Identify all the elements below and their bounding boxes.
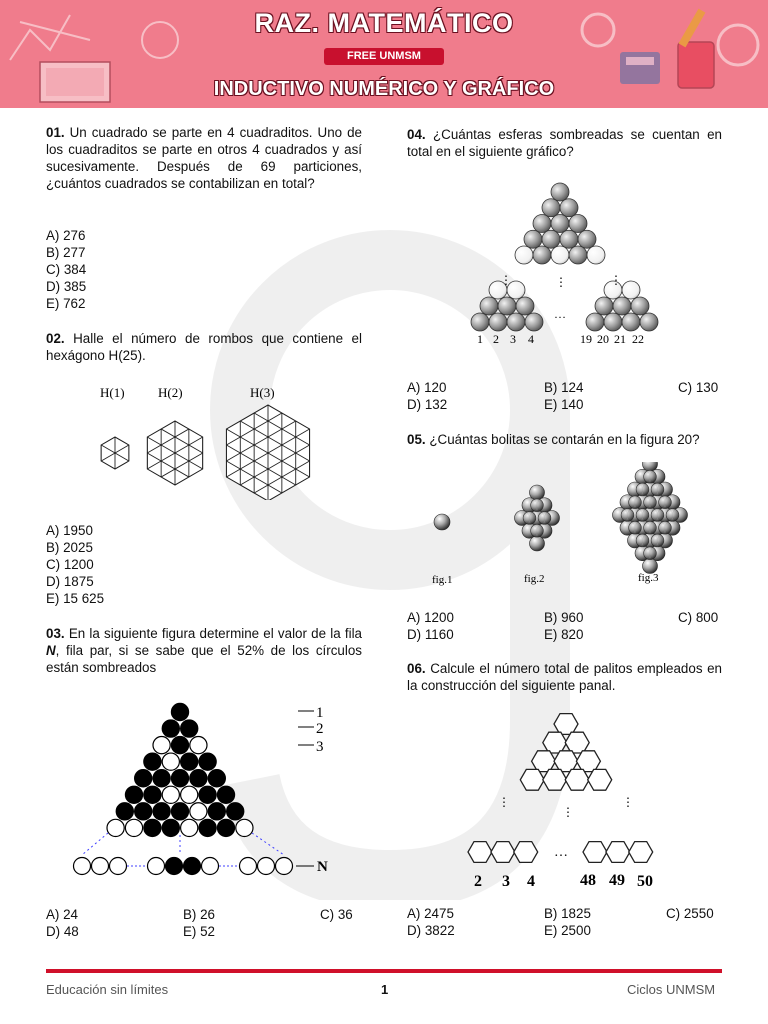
options-05: [407, 609, 722, 643]
variable-n: N: [46, 643, 56, 658]
option-c[interactable]: C) 800: [678, 610, 719, 625]
row-n-circle: [166, 858, 183, 875]
option-a[interactable]: A) 276: [46, 228, 86, 243]
base-label: 22: [632, 332, 644, 346]
honeycomb-cell: [565, 732, 589, 753]
sphere: [578, 230, 596, 248]
triangle-circle: [181, 753, 198, 770]
ball: [636, 509, 649, 522]
question-04: [407, 126, 722, 160]
triangle-circle: [171, 737, 188, 754]
sphere: [595, 297, 613, 315]
ball: [530, 485, 545, 500]
sphere: [498, 297, 516, 315]
question-number: 04.: [407, 127, 426, 142]
triangle-circle: [135, 770, 152, 787]
question-text: Calcule el número total de palitos empleados en la construcción del siguiente panal.: [407, 661, 722, 693]
option-b[interactable]: B) 960: [544, 610, 584, 625]
question-number: 03.: [46, 626, 65, 641]
sphere: [525, 313, 543, 331]
triangle-circle: [199, 753, 216, 770]
triangle-circle: [153, 803, 170, 820]
sphere-triangle: [515, 183, 605, 264]
page-number: 1: [381, 982, 389, 997]
question-number: 01.: [46, 125, 65, 140]
row-n-circle: [110, 858, 127, 875]
option-a[interactable]: A) 120: [407, 380, 447, 395]
option-b[interactable]: B) 277: [46, 245, 86, 260]
triangle-circle: [199, 819, 216, 836]
options-01: [46, 227, 86, 312]
option-b[interactable]: B) 124: [544, 380, 584, 395]
ellipsis-left: ⋮: [500, 273, 512, 287]
row-label-1: 1: [316, 705, 324, 721]
honeycomb-cell: [565, 769, 589, 790]
triangle-circle: [171, 770, 188, 787]
option-a[interactable]: A) 24: [46, 907, 79, 922]
ball-figures: [420, 462, 710, 592]
triangle-circle: [162, 786, 179, 803]
question-text: Halle el número de rombos que contiene el hexágono H(25).: [46, 331, 362, 363]
base-label: 20: [597, 332, 609, 346]
triangle-circle: [162, 753, 179, 770]
honeycomb-cell: [606, 842, 630, 863]
row-label-2: 2: [316, 721, 324, 737]
ellipsis-center: ⋮: [555, 275, 567, 289]
base-label-4: 4: [527, 873, 535, 890]
row-label-3: 3: [316, 739, 324, 755]
hexagon-h2: [128, 410, 222, 496]
sphere: [480, 297, 498, 315]
ellipsis-middle: …: [554, 845, 568, 860]
question-01: [46, 124, 362, 192]
free-unmsm-badge: FREE UNMSM: [324, 48, 444, 65]
option-b[interactable]: B) 1825: [544, 906, 591, 921]
sphere: [551, 246, 569, 264]
question-number: 06.: [407, 661, 426, 676]
triangle-circle: [125, 786, 142, 803]
row-n-circle: [276, 858, 293, 875]
option-e[interactable]: E) 52: [183, 924, 216, 939]
ball: [621, 509, 634, 522]
triangle-circle: [171, 803, 188, 820]
honeycomb-cells: [468, 714, 653, 863]
honeycomb-cell: [514, 842, 538, 863]
question-text: Un cuadrado se parte en 4 cuadraditos. Uno de los cuadraditos se parte en otros 4 cuadrados y así sucesivamente. Después de 69 particiones, ¿cuántos cuadrados se contabilizan en total?: [46, 125, 362, 191]
triangle-circle: [181, 786, 198, 803]
base-label: 3: [510, 332, 516, 346]
row-n-circle: [184, 858, 201, 875]
honeycomb-cell: [554, 751, 578, 772]
sphere: [622, 313, 640, 331]
h3-label: H(3): [250, 385, 275, 400]
option-b[interactable]: B) 2025: [46, 540, 93, 555]
option-b[interactable]: B) 26: [183, 907, 216, 922]
ball: [629, 521, 642, 534]
question-02: [46, 330, 362, 364]
ball: [659, 521, 672, 534]
ball: [531, 499, 544, 512]
ellipsis-center: ⋮: [562, 805, 574, 819]
sphere: [542, 199, 560, 217]
row-n-circle: [92, 858, 109, 875]
sphere: [542, 230, 560, 248]
ellipsis-left: ⋮: [498, 795, 510, 809]
honeycomb-figure: [458, 706, 668, 896]
triangle-circle: [217, 786, 234, 803]
triangle-circle: [190, 770, 207, 787]
fig1-label: fig.1: [432, 574, 453, 586]
option-e[interactable]: E) 15 625: [46, 591, 105, 606]
sphere: [551, 215, 569, 233]
row-n-circle: [258, 858, 275, 875]
footer-divider: [46, 969, 722, 973]
question-text: ¿Cuántas bolitas se contarán en la figura 20?: [429, 432, 700, 447]
sphere: [569, 246, 587, 264]
triangle-circle: [144, 819, 161, 836]
triangle-circle: [162, 819, 179, 836]
sphere: [622, 281, 640, 299]
question-05: [407, 431, 722, 448]
sphere: [489, 313, 507, 331]
sphere: [507, 313, 525, 331]
honeycomb-cell: [532, 751, 556, 772]
ball: [644, 470, 657, 483]
triangle-circle: [208, 770, 225, 787]
honeycomb-cell: [491, 842, 515, 863]
fig2-label: fig.2: [524, 573, 545, 585]
option-e[interactable]: E) 820: [544, 627, 584, 642]
option-c[interactable]: C) 36: [320, 907, 353, 922]
option-c[interactable]: C) 1200: [46, 557, 94, 572]
option-a[interactable]: A) 1950: [46, 523, 93, 538]
ball: [434, 514, 450, 530]
sphere: [613, 297, 631, 315]
option-c[interactable]: C) 130: [678, 380, 719, 395]
honeycomb-cell: [554, 714, 578, 735]
triangle-circle: [162, 720, 179, 737]
sphere: [516, 297, 534, 315]
triangle-circle: [153, 770, 170, 787]
ball: [644, 521, 657, 534]
base-label: 4: [528, 332, 534, 346]
h2-label: H(2): [158, 385, 183, 400]
triangle-circle: [125, 819, 142, 836]
sphere: [533, 215, 551, 233]
ball: [644, 547, 657, 560]
ball: [629, 496, 642, 509]
row-n-circle: [202, 858, 219, 875]
ball: [666, 509, 679, 522]
base-label-49: 49: [609, 872, 625, 889]
ball: [651, 534, 664, 547]
h1-label: H(1): [100, 385, 125, 400]
footer-right: Ciclos UNMSM: [627, 982, 716, 997]
base-label-3: 3: [502, 873, 510, 890]
ball-diamonds: [434, 462, 688, 574]
circle-triangle: [107, 703, 253, 836]
question-text-before: En la siguiente figura determine el valor de la fila: [68, 626, 362, 641]
ball: [651, 509, 664, 522]
header-banner: [0, 0, 768, 108]
option-e[interactable]: E) 140: [544, 397, 584, 412]
footer-left: Educación sin límites: [46, 982, 169, 997]
question-03: [46, 625, 362, 676]
question-text-after: , fila par, si se sabe que el 52% de los círculos están sombreados: [46, 643, 362, 675]
sphere: [560, 199, 578, 217]
ball: [523, 512, 536, 525]
base-label: 2: [493, 332, 499, 346]
option-d[interactable]: D) 1160: [407, 627, 454, 642]
triangle-circle: [135, 803, 152, 820]
sphere-triangle-figure: [460, 180, 660, 350]
sphere: [631, 297, 649, 315]
question-number: 02.: [46, 331, 65, 346]
option-d[interactable]: D) 3822: [407, 923, 455, 938]
fig3-label: fig.3: [638, 572, 659, 584]
circle-triangle-figure: [60, 700, 360, 885]
options-03: [46, 906, 362, 940]
sphere: [569, 215, 587, 233]
triangle-circle: [107, 819, 124, 836]
options-06: [407, 905, 722, 939]
ellipsis-right: ⋮: [610, 273, 622, 287]
sphere: [640, 313, 658, 331]
sphere: [471, 313, 489, 331]
triangle-circle: [217, 819, 234, 836]
row-n: [74, 833, 293, 875]
honeycomb-cell: [576, 751, 600, 772]
ball: [636, 483, 649, 496]
sphere: [551, 183, 569, 201]
ball: [659, 496, 672, 509]
row-n-circle: [74, 858, 91, 875]
question-number: 05.: [407, 432, 426, 447]
base-label: 19: [580, 332, 592, 346]
row-n-circle: [148, 858, 165, 875]
option-a[interactable]: A) 1200: [407, 610, 454, 625]
base-label: 1: [477, 332, 483, 346]
triangle-circle: [190, 803, 207, 820]
question-06: [407, 660, 722, 694]
base-label-2: 2: [474, 873, 482, 890]
diag-dots: [252, 833, 284, 855]
honeycomb-cell: [583, 842, 607, 863]
option-c[interactable]: C) 2550: [666, 906, 714, 921]
sphere-base-labels: [477, 332, 644, 346]
triangle-circle: [181, 720, 198, 737]
triangle-circle: [208, 803, 225, 820]
ball: [636, 534, 649, 547]
question-text: ¿Cuántas esferas sombreadas se cuentan en total en el siguiente gráfico?: [407, 127, 722, 159]
option-e[interactable]: E) 762: [46, 296, 86, 311]
honeycomb-cell: [543, 732, 567, 753]
ellipsis-middle: …: [554, 307, 566, 321]
hexagon-h3: [197, 388, 330, 500]
ball: [531, 524, 544, 537]
base-label: 21: [614, 332, 626, 346]
triangle-circle: [144, 753, 161, 770]
option-d[interactable]: D) 1875: [46, 574, 94, 589]
honeycomb-cell: [468, 842, 492, 863]
hexagon-h1: [91, 431, 138, 474]
option-d[interactable]: D) 132: [407, 397, 448, 412]
honeycomb-cell: [543, 769, 567, 790]
option-c[interactable]: C) 384: [46, 262, 87, 277]
hexagon-figure: [90, 380, 330, 500]
triangle-circle: [171, 703, 188, 720]
option-d[interactable]: D) 48: [46, 924, 79, 939]
option-a[interactable]: A) 2475: [407, 906, 454, 921]
base-label-50: 50: [637, 873, 653, 890]
base-label-48: 48: [580, 872, 596, 889]
honeycomb-cell: [629, 842, 653, 863]
option-e[interactable]: E) 2500: [544, 923, 591, 938]
sphere: [586, 313, 604, 331]
options-02: [46, 522, 104, 607]
sphere: [587, 246, 605, 264]
row-n-circle: [240, 858, 257, 875]
options-04: [407, 379, 722, 413]
triangle-circle: [144, 786, 161, 803]
triangle-circle: [236, 819, 253, 836]
ball: [651, 483, 664, 496]
triangle-circle: [153, 737, 170, 754]
sphere: [604, 313, 622, 331]
ball: [538, 512, 551, 525]
page-title: RAZ. MATEMÁTICO: [254, 8, 514, 38]
sphere: [524, 230, 542, 248]
ball: [644, 496, 657, 509]
triangle-circle: [227, 803, 244, 820]
sphere: [560, 230, 578, 248]
option-d[interactable]: D) 385: [46, 279, 87, 294]
honeycomb-cell: [520, 769, 544, 790]
triangle-circle: [181, 819, 198, 836]
triangle-circle: [116, 803, 133, 820]
triangle-circle: [199, 786, 216, 803]
honeycomb-cell: [588, 769, 612, 790]
sphere: [533, 246, 551, 264]
sphere: [515, 246, 533, 264]
row-label-n: N: [317, 859, 328, 875]
triangle-circle: [190, 737, 207, 754]
diag-dots: [82, 833, 108, 855]
ellipsis-right: ⋮: [622, 795, 634, 809]
page-subtitle: INDUCTIVO NUMÉRICO Y GRÁFICO: [213, 78, 555, 100]
ball: [530, 536, 545, 551]
